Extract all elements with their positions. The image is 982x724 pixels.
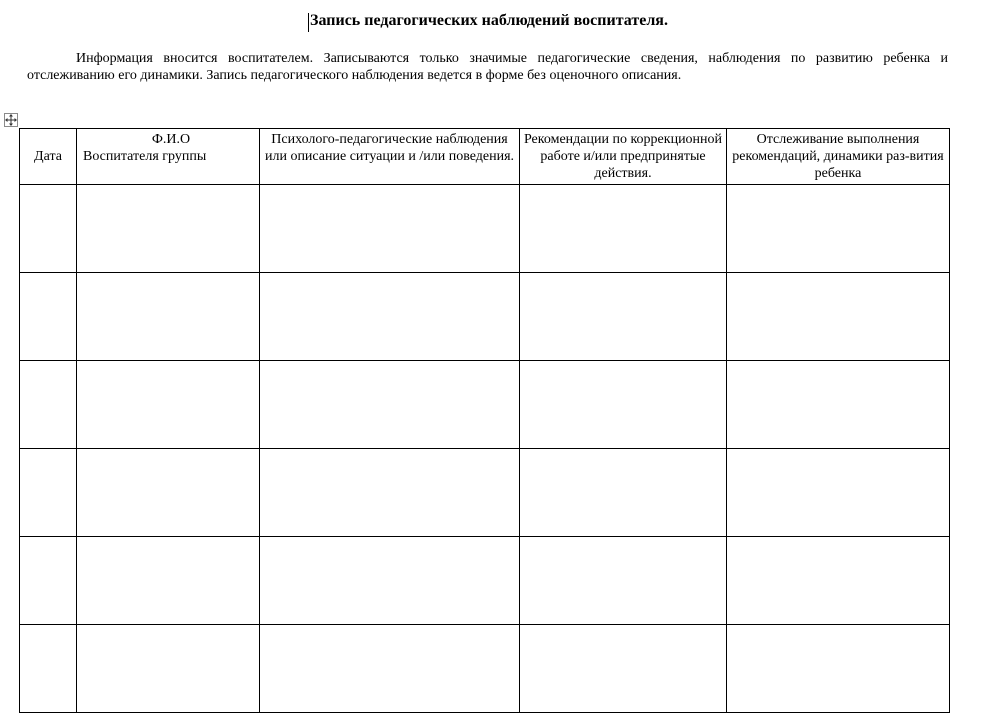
intro-paragraph: Информация вносится воспитателем. Записываются только значимые педагогические сведения, наблюдения по развитию ребенка и отслеживанию его динамики. Запись педагогического наблюдения ведется в форме без оценочного описания. (27, 51, 948, 83)
table-cell[interactable] (520, 625, 727, 713)
header-tracking[interactable] (727, 129, 950, 185)
table-cell[interactable] (20, 625, 77, 713)
table-header-row (20, 129, 950, 185)
table-cell[interactable] (77, 449, 260, 537)
table-cell[interactable] (20, 273, 77, 361)
table-cell[interactable] (727, 185, 950, 273)
header-recommendations[interactable] (520, 129, 727, 185)
header-date-label: Дата (34, 149, 62, 164)
table-cell[interactable] (727, 625, 950, 713)
table-cell[interactable] (727, 273, 950, 361)
table-cell[interactable] (520, 185, 727, 273)
table-cell[interactable] (20, 537, 77, 625)
header-teacher-name[interactable] (77, 129, 260, 185)
page-title (0, 12, 976, 30)
table-cell[interactable] (727, 361, 950, 449)
table-cell[interactable] (77, 273, 260, 361)
header-date[interactable] (20, 129, 77, 185)
table-cell[interactable] (260, 625, 520, 713)
table-cell[interactable] (20, 185, 77, 273)
title-text: Запись педагогических наблюдений воспитателя. (310, 12, 668, 29)
table-row (20, 537, 950, 625)
table-cell[interactable] (77, 185, 260, 273)
table-row (20, 273, 950, 361)
header-name-line1: Ф.И.О (151, 132, 191, 147)
header-observations[interactable] (260, 129, 520, 185)
table-row (20, 449, 950, 537)
table-cell[interactable] (77, 625, 260, 713)
table-cell[interactable] (260, 449, 520, 537)
table-cell[interactable] (20, 361, 77, 449)
table-row (20, 625, 950, 713)
header-tracking-label: Отслеживание выполнения рекомендаций, динамики раз-вития ребенка (732, 132, 944, 181)
header-recommendations-label: Рекомендации по коррекционной работе и/или предпринятые действия. (523, 132, 723, 181)
table-cell[interactable] (520, 361, 727, 449)
table-cell[interactable] (77, 537, 260, 625)
header-name-line2: Воспитателя группы (83, 149, 207, 164)
table-cell[interactable] (260, 273, 520, 361)
table-cell[interactable] (20, 449, 77, 537)
table-cell[interactable] (260, 537, 520, 625)
table-cell[interactable] (727, 449, 950, 537)
table-cell[interactable] (727, 537, 950, 625)
table-row (20, 361, 950, 449)
table-cell[interactable] (260, 185, 520, 273)
title-wrapper (308, 12, 668, 30)
table-cell[interactable] (77, 361, 260, 449)
table-cell[interactable] (520, 537, 727, 625)
observation-table (19, 128, 950, 713)
table-cell[interactable] (520, 449, 727, 537)
header-observations-label: Психолого-педагогические наблюдения или описание ситуации и /или поведения. (264, 132, 515, 164)
move-arrows-icon[interactable] (4, 113, 18, 127)
table-cell[interactable] (260, 361, 520, 449)
table-cell[interactable] (520, 273, 727, 361)
table-row (20, 185, 950, 273)
text-cursor (308, 13, 309, 32)
